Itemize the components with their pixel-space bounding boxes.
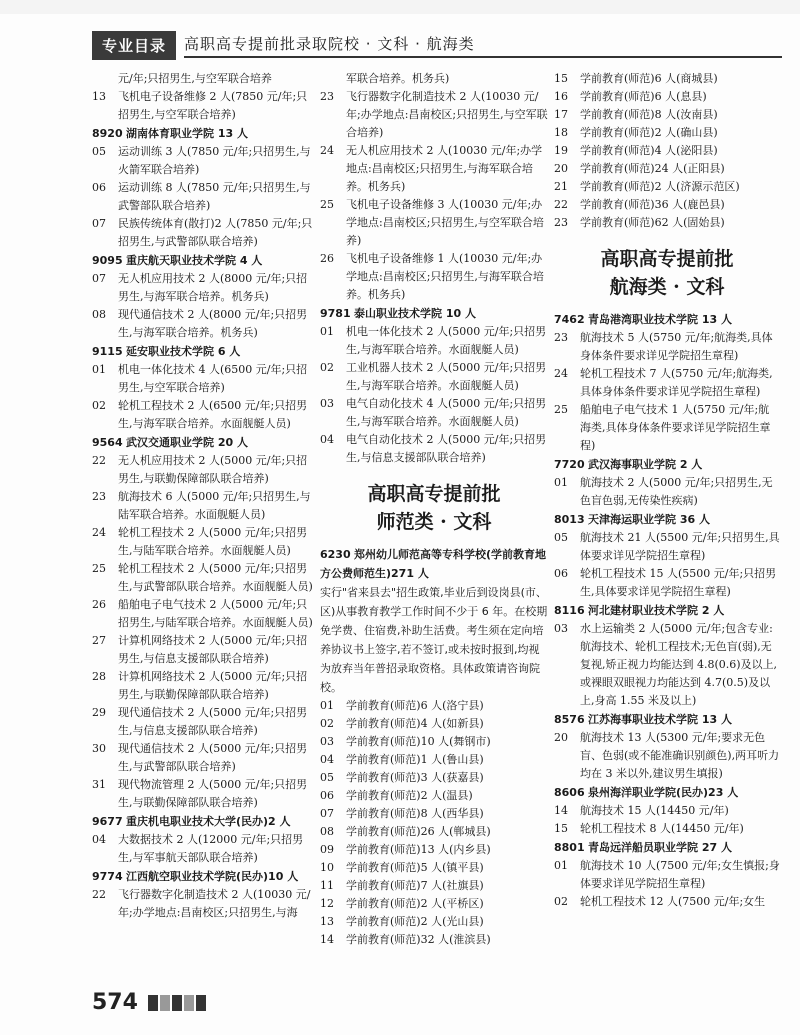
entry-code: 22 bbox=[92, 888, 106, 901]
school-heading bbox=[92, 867, 314, 886]
entry-code: 13 bbox=[320, 915, 334, 928]
entry-text: 学前教育(师范)3 人(获嘉县) bbox=[346, 771, 484, 784]
entry-code: 29 bbox=[92, 706, 106, 719]
entry-row bbox=[554, 474, 780, 510]
entry-text: 无人机应用技术 2 人(8000 元/年;只招男生,与海军联合培养。机务兵) bbox=[118, 272, 308, 303]
school-name: 武汉交通职业学院 20 人 bbox=[126, 436, 248, 449]
entry-text: 飞机电子设备维修 2 人(7850 元/年;只招男生,与空军联合培养) bbox=[118, 90, 308, 121]
entry-text: 学前教育(师范)2 人(温县) bbox=[346, 789, 473, 802]
entry-text: 轮机工程技术 7 人(5750 元/年;航海类,具体身体条件要求详见学院招生章程) bbox=[580, 367, 773, 398]
school-name: 武汉海事职业学院 2 人 bbox=[588, 458, 703, 471]
school-name: 重庆航天职业技术学院 4 人 bbox=[126, 254, 263, 267]
entry-code: 04 bbox=[320, 433, 334, 446]
entry-text: 航海技术 15 人(14450 元/年) bbox=[580, 804, 729, 817]
entry-code bbox=[92, 70, 118, 88]
entry-row bbox=[554, 160, 780, 178]
entry-text: 计算机网络技术 2 人(5000 元/年;只招男生,与信息支援部队联合培养) bbox=[118, 634, 308, 665]
entry-code: 06 bbox=[92, 181, 106, 194]
entry-text: 学前教育(师范)6 人(商城县) bbox=[580, 72, 718, 85]
entry-code: 14 bbox=[554, 804, 568, 817]
entry-text: 学前教育(师范)24 人(正阳县) bbox=[580, 162, 725, 175]
entry-code: 22 bbox=[92, 454, 106, 467]
entry-code bbox=[320, 70, 346, 88]
school-code: 8576 bbox=[554, 713, 585, 726]
entry-code: 01 bbox=[320, 325, 334, 338]
school-heading bbox=[554, 310, 780, 329]
school-heading bbox=[554, 710, 780, 729]
school-heading bbox=[554, 510, 780, 529]
school-name: 泰山职业技术学院 10 人 bbox=[354, 307, 476, 320]
entry-row bbox=[554, 88, 780, 106]
entry-row bbox=[554, 365, 780, 401]
entry-row bbox=[92, 886, 314, 922]
school-code: 8013 bbox=[554, 513, 585, 526]
section-heading: 师范类 · 文科 bbox=[376, 511, 492, 533]
entry-code: 01 bbox=[554, 859, 568, 872]
school-name: 天津海运职业学院 36 人 bbox=[588, 513, 710, 526]
footer-decoration bbox=[148, 995, 206, 1011]
entry-row bbox=[320, 142, 548, 196]
entry-code: 25 bbox=[554, 403, 568, 416]
entry-row bbox=[92, 361, 314, 397]
entry-text: 现代通信技术 2 人(5000 元/年;只招男生,与信息支援部队联合培养) bbox=[118, 706, 308, 737]
school-code: 9564 bbox=[92, 436, 123, 449]
entry-code: 13 bbox=[92, 90, 106, 103]
entry-text: 轮机工程技术 2 人(5000 元/年;只招男生,与武警部队联合培养。水面舰艇人员) bbox=[118, 562, 313, 593]
entry-text: 轮机工程技术 12 人(7500 元/年;女生 bbox=[580, 895, 766, 908]
entry-row bbox=[554, 565, 780, 601]
entry-code: 02 bbox=[92, 399, 106, 412]
entry-code: 17 bbox=[554, 108, 568, 121]
entry-row bbox=[92, 831, 314, 867]
top-edge-strip bbox=[0, 0, 800, 14]
entry-text: 航海技术 10 人(7500 元/年;女生慎报;身体要求详见学院招生章程) bbox=[580, 859, 780, 890]
entry-text: 现代物流管理 2 人(5000 元/年;只招男生,与联勤保障部队联合培养) bbox=[118, 778, 308, 809]
entry-row bbox=[554, 124, 780, 142]
school-heading bbox=[320, 545, 548, 583]
entry-code: 10 bbox=[320, 861, 334, 874]
section-heading: 航海类 · 文科 bbox=[609, 276, 725, 298]
school-code: 7462 bbox=[554, 313, 585, 326]
school-name: 重庆机电职业技术大学(民办)2 人 bbox=[126, 815, 291, 828]
entry-row bbox=[92, 560, 314, 596]
entry-row bbox=[92, 776, 314, 812]
entry-text: 航海技术 5 人(5750 元/年;航海类,具体身体条件要求详见学院招生章程) bbox=[580, 331, 773, 362]
entry-code: 26 bbox=[92, 598, 106, 611]
school-code: 7720 bbox=[554, 458, 585, 471]
entry-code: 12 bbox=[320, 897, 334, 910]
entry-text: 飞行器数字化制造技术 2 人(10030 元/年;办学地点:昌南校区;只招男生,与空军联合培养) bbox=[346, 90, 548, 139]
column-right bbox=[554, 70, 780, 911]
entry-row bbox=[320, 769, 548, 787]
entry-row bbox=[320, 715, 548, 733]
entry-code: 03 bbox=[320, 735, 334, 748]
entry-row bbox=[92, 452, 314, 488]
entry-code: 08 bbox=[320, 825, 334, 838]
entry-code: 03 bbox=[320, 397, 334, 410]
school-code: 9774 bbox=[92, 870, 123, 883]
entry-code: 11 bbox=[320, 879, 334, 892]
entry-code: 21 bbox=[554, 180, 568, 193]
entry-row bbox=[320, 913, 548, 931]
entry-row bbox=[92, 306, 314, 342]
entry-row bbox=[320, 751, 548, 769]
entry-row bbox=[554, 620, 780, 710]
school-heading bbox=[92, 342, 314, 361]
school-heading bbox=[92, 124, 314, 143]
entry-code: 04 bbox=[320, 753, 334, 766]
entry-code: 08 bbox=[92, 308, 106, 321]
school-code: 8920 bbox=[92, 127, 123, 140]
entry-text: 现代通信技术 2 人(5000 元/年;只招男生,与武警部队联合培养) bbox=[118, 742, 308, 773]
entry-code: 05 bbox=[320, 771, 334, 784]
entry-code: 19 bbox=[554, 144, 568, 157]
entry-row bbox=[554, 106, 780, 124]
entry-text: 元/年;只招男生,与空军联合培养 bbox=[118, 72, 272, 85]
entry-text: 航海技术 21 人(5500 元/年;只招男生,具体要求详见学院招生章程) bbox=[580, 531, 780, 562]
section-tag: 专业目录 bbox=[92, 31, 176, 60]
entry-row bbox=[554, 893, 780, 911]
school-name: 泉州海洋职业学院(民办)23 人 bbox=[588, 786, 739, 799]
entry-row bbox=[320, 805, 548, 823]
entry-row bbox=[320, 859, 548, 877]
entry-row bbox=[320, 787, 548, 805]
entry-row bbox=[554, 729, 780, 783]
entry-text: 工业机器人技术 2 人(5000 元/年;只招男生,与海军联合培养。水面舰艇人员) bbox=[346, 361, 547, 392]
entry-text: 学前教育(师范)26 人(郸城县) bbox=[346, 825, 491, 838]
entry-code: 23 bbox=[554, 331, 568, 344]
entry-text: 轮机工程技术 2 人(5000 元/年;只招男生,与陆军联合培养。水面舰艇人员) bbox=[118, 526, 308, 557]
entry-code: 26 bbox=[320, 252, 334, 265]
entry-row bbox=[554, 178, 780, 196]
school-heading bbox=[92, 433, 314, 452]
policy-note: 实行"省来县去"招生政策,毕业后到设岗县(市、区)从事教育教学工作时间不少于 6 年。在校期免学费、住宿费,补助生活费。考生须在定向培养协议书上签字,若不签订,或未按时报到,均视为放弃当年普招录取资格。具体政策请咨询院校。 bbox=[320, 586, 548, 694]
school-name: 湖南体育职业学院 13 人 bbox=[126, 127, 248, 140]
entry-code: 09 bbox=[320, 843, 334, 856]
entry-row bbox=[554, 857, 780, 893]
entry-text: 飞机电子设备维修 1 人(10030 元/年;办学地点:昌南校区;只招男生,与海军联合培养。机务兵) bbox=[346, 252, 544, 301]
page-header bbox=[92, 30, 782, 60]
entry-code: 01 bbox=[554, 476, 568, 489]
school-code: 8606 bbox=[554, 786, 585, 799]
entry-row bbox=[320, 877, 548, 895]
entry-row bbox=[92, 740, 314, 776]
entry-code: 24 bbox=[320, 144, 334, 157]
entry-row bbox=[320, 931, 548, 949]
school-name: 郑州幼儿师范高等专科学校(学前教育地方公费师范生)271 人 bbox=[320, 548, 547, 580]
entry-text: 运动训练 8 人(7850 元/年;只招男生,与武警部队联合培养) bbox=[118, 181, 311, 212]
entry-row bbox=[554, 802, 780, 820]
entry-code: 02 bbox=[320, 361, 334, 374]
entry-code: 18 bbox=[554, 126, 568, 139]
entry-row bbox=[92, 270, 314, 306]
entry-text: 航海技术 6 人(5000 元/年;只招男生,与陆军联合培养。水面舰艇人员) bbox=[118, 490, 311, 521]
entry-row bbox=[554, 214, 780, 232]
entry-code: 07 bbox=[92, 217, 106, 230]
entry-row bbox=[92, 668, 314, 704]
entry-row bbox=[92, 632, 314, 668]
entry-text: 水上运输类 2 人(5000 元/年;包含专业:航海技术、轮机工程技术;无色盲(弱),无复视,矫正视力均能达到 4.8(0.6)及以上,或裸眼双眼视力均能达到 4.7(0.5)及以上,身高 1.55 米及以上) bbox=[580, 622, 778, 707]
entry-text: 学前教育(师范)2 人(光山县) bbox=[346, 915, 484, 928]
entry-row bbox=[320, 895, 548, 913]
entry-text: 学前教育(师范)8 人(西华县) bbox=[346, 807, 484, 820]
entry-row bbox=[92, 215, 314, 251]
entry-row bbox=[320, 733, 548, 751]
entry-code: 25 bbox=[92, 562, 106, 575]
entry-code: 24 bbox=[92, 526, 106, 539]
entry-row bbox=[554, 329, 780, 365]
entry-text: 民族传统体育(散打)2 人(7850 元/年;只招男生,与武警部队联合培养) bbox=[118, 217, 313, 248]
entry-text: 学前教育(师范)2 人(平桥区) bbox=[346, 897, 484, 910]
school-heading bbox=[554, 783, 780, 802]
entry-row bbox=[320, 88, 548, 142]
section-heading: 高职高专提前批 bbox=[600, 248, 734, 270]
entry-text: 电气自动化技术 4 人(5000 元/年;只招男生,与海军联合培养。水面舰艇人员) bbox=[346, 397, 547, 428]
school-name: 江西航空职业技术学院(民办)10 人 bbox=[126, 870, 299, 883]
entry-text: 学前教育(师范)2 人(确山县) bbox=[580, 126, 718, 139]
entry-code: 15 bbox=[554, 72, 568, 85]
entry-text: 学前教育(师范)10 人(舞钢市) bbox=[346, 735, 491, 748]
entry-text: 军联合培养。机务兵) bbox=[346, 72, 450, 85]
school-heading bbox=[554, 455, 780, 474]
school-code: 8801 bbox=[554, 841, 585, 854]
entry-code: 31 bbox=[92, 778, 106, 791]
entry-code: 06 bbox=[320, 789, 334, 802]
entry-text: 飞机电子设备维修 3 人(10030 元/年;办学地点:昌南校区;只招男生,与空军联合培养) bbox=[346, 198, 544, 247]
entry-text: 学前教育(师范)6 人(洛宁县) bbox=[346, 699, 484, 712]
entry-row bbox=[320, 395, 548, 431]
school-name: 青岛港湾职业技术学院 13 人 bbox=[588, 313, 732, 326]
column-left bbox=[92, 70, 314, 922]
header-title: 高职高专提前批录取院校 · 文科 · 航海类 bbox=[184, 33, 782, 58]
entry-text: 学前教育(师范)13 人(内乡县) bbox=[346, 843, 491, 856]
entry-text: 学前教育(师范)7 人(社旗县) bbox=[346, 879, 484, 892]
entry-text: 学前教育(师范)5 人(镇平县) bbox=[346, 861, 484, 874]
entry-text: 学前教育(师范)2 人(济源示范区) bbox=[580, 180, 740, 193]
school-heading bbox=[320, 304, 548, 323]
footer-bar bbox=[148, 995, 158, 1011]
entry-row bbox=[554, 820, 780, 838]
entry-code: 25 bbox=[320, 198, 334, 211]
school-code: 8116 bbox=[554, 604, 585, 617]
entry-row bbox=[92, 179, 314, 215]
school-heading bbox=[92, 251, 314, 270]
entry-row bbox=[320, 323, 548, 359]
school-name: 江苏海事职业技术学院 13 人 bbox=[588, 713, 732, 726]
entry-text: 航海技术 13 人(5300 元/年;要求无色盲、色弱(或不能准确识别颜色),两耳听力均在 3 米以外,建议男生填报) bbox=[580, 731, 780, 780]
school-code: 9677 bbox=[92, 815, 123, 828]
entry-code: 02 bbox=[554, 895, 568, 908]
entry-code: 06 bbox=[554, 567, 568, 580]
entry-text: 学前教育(师范)32 人(淮滨县) bbox=[346, 933, 491, 946]
entry-code: 20 bbox=[554, 731, 568, 744]
entry-code: 24 bbox=[554, 367, 568, 380]
entry-text: 轮机工程技术 2 人(6500 元/年;只招男生,与海军联合培养。水面舰艇人员) bbox=[118, 399, 308, 430]
school-heading bbox=[554, 838, 780, 857]
entry-text: 学前教育(师范)8 人(汝南县) bbox=[580, 108, 718, 121]
entry-code: 27 bbox=[92, 634, 106, 647]
entry-text: 电气自动化技术 2 人(5000 元/年;只招男生,与信息支援部队联合培养) bbox=[346, 433, 547, 464]
school-name: 河北建材职业技术学院 2 人 bbox=[588, 604, 725, 617]
school-heading bbox=[554, 601, 780, 620]
entry-code: 14 bbox=[320, 933, 334, 946]
entry-row bbox=[320, 70, 548, 88]
entry-text: 船舶电子电气技术 2 人(5000 元/年;只招男生,与陆军联合培养。水面舰艇人员) bbox=[118, 598, 313, 629]
entry-code: 01 bbox=[320, 699, 334, 712]
entry-code: 07 bbox=[320, 807, 334, 820]
entry-row bbox=[320, 250, 548, 304]
entry-row bbox=[554, 70, 780, 88]
section-heading: 高职高专提前批 bbox=[367, 483, 501, 505]
entry-row bbox=[92, 524, 314, 560]
entry-row bbox=[92, 88, 314, 124]
entry-code: 23 bbox=[320, 90, 334, 103]
entry-code: 28 bbox=[92, 670, 106, 683]
page-footer bbox=[92, 990, 206, 1015]
entry-row bbox=[320, 841, 548, 859]
entry-text: 学前教育(师范)62 人(固始县) bbox=[580, 216, 725, 229]
entry-text: 轮机工程技术 8 人(14450 元/年) bbox=[580, 822, 744, 835]
footer-bar bbox=[196, 995, 206, 1011]
entry-code: 03 bbox=[554, 622, 568, 635]
entry-text: 船舶电子电气技术 1 人(5750 元/年;航海类,具体身体条件要求详见学院招生章程) bbox=[580, 403, 771, 452]
entry-text: 无人机应用技术 2 人(5000 元/年;只招男生,与联勤保障部队联合培养) bbox=[118, 454, 308, 485]
entry-row bbox=[320, 359, 548, 395]
entry-row bbox=[92, 488, 314, 524]
entry-code: 07 bbox=[92, 272, 106, 285]
entry-text: 学前教育(师范)36 人(鹿邑县) bbox=[580, 198, 725, 211]
entry-row bbox=[320, 431, 548, 467]
entry-row bbox=[92, 596, 314, 632]
entry-row bbox=[92, 70, 314, 88]
school-name: 延安职业技术学院 6 人 bbox=[126, 345, 241, 358]
entry-row bbox=[554, 401, 780, 455]
entry-code: 02 bbox=[320, 717, 334, 730]
entry-text: 无人机应用技术 2 人(10030 元/年;办学地点:昌南校区;只招男生,与海军联合培养。机务兵) bbox=[346, 144, 543, 193]
entry-code: 01 bbox=[92, 363, 106, 376]
entry-text: 轮机工程技术 15 人(5500 元/年;只招男生,具体要求详见学院招生章程) bbox=[580, 567, 777, 598]
entry-code: 23 bbox=[554, 216, 568, 229]
entry-code: 16 bbox=[554, 90, 568, 103]
entry-row bbox=[554, 529, 780, 565]
entry-text: 机电一体化技术 4 人(6500 元/年;只招男生,与空军联合培养) bbox=[118, 363, 308, 394]
page-number: 574 bbox=[92, 990, 138, 1015]
entry-text: 学前教育(师范)6 人(息县) bbox=[580, 90, 707, 103]
entry-text: 航海技术 2 人(5000 元/年;只招男生,无色盲色弱,无传染性疾病) bbox=[580, 476, 773, 507]
entry-text: 机电一体化技术 2 人(5000 元/年;只招男生,与海军联合培养。水面舰艇人员) bbox=[346, 325, 547, 356]
footer-bar bbox=[172, 995, 182, 1011]
school-code: 6230 bbox=[320, 548, 351, 561]
entry-text: 学前教育(师范)1 人(鲁山县) bbox=[346, 753, 484, 766]
entry-code: 04 bbox=[92, 833, 106, 846]
entry-text: 飞行器数字化制造技术 2 人(10030 元/年;办学地点:昌南校区;只招男生,与海 bbox=[118, 888, 311, 919]
entry-text: 学前教育(师范)4 人(如新县) bbox=[346, 717, 484, 730]
entry-code: 23 bbox=[92, 490, 106, 503]
entry-text: 大数据技术 2 人(12000 元/年;只招男生,与军事航天部队联合培养) bbox=[118, 833, 304, 864]
footer-bar bbox=[160, 995, 170, 1011]
school-heading bbox=[92, 812, 314, 831]
school-name: 青岛远洋船员职业学院 27 人 bbox=[588, 841, 732, 854]
entry-code: 22 bbox=[554, 198, 568, 211]
entry-row bbox=[320, 697, 548, 715]
entry-code: 05 bbox=[92, 145, 106, 158]
entry-text: 学前教育(师范)4 人(泌阳县) bbox=[580, 144, 718, 157]
school-code: 9115 bbox=[92, 345, 123, 358]
entry-code: 05 bbox=[554, 531, 568, 544]
entry-code: 30 bbox=[92, 742, 106, 755]
entry-row bbox=[320, 823, 548, 841]
school-code: 9781 bbox=[320, 307, 351, 320]
entry-row bbox=[320, 196, 548, 250]
entry-text: 计算机网络技术 2 人(5000 元/年;只招男生,与联勤保障部队联合培养) bbox=[118, 670, 308, 701]
entry-row bbox=[92, 704, 314, 740]
entry-row bbox=[92, 397, 314, 433]
column-middle bbox=[320, 70, 548, 949]
entry-code: 20 bbox=[554, 162, 568, 175]
entry-text: 运动训练 3 人(7850 元/年;只招男生,与火箭军联合培养) bbox=[118, 145, 311, 176]
entry-row bbox=[92, 143, 314, 179]
footer-bar bbox=[184, 995, 194, 1011]
school-code: 9095 bbox=[92, 254, 123, 267]
entry-row bbox=[554, 142, 780, 160]
entry-row bbox=[554, 196, 780, 214]
entry-text: 现代通信技术 2 人(8000 元/年;只招男生,与海军联合培养。机务兵) bbox=[118, 308, 308, 339]
entry-code: 15 bbox=[554, 822, 568, 835]
